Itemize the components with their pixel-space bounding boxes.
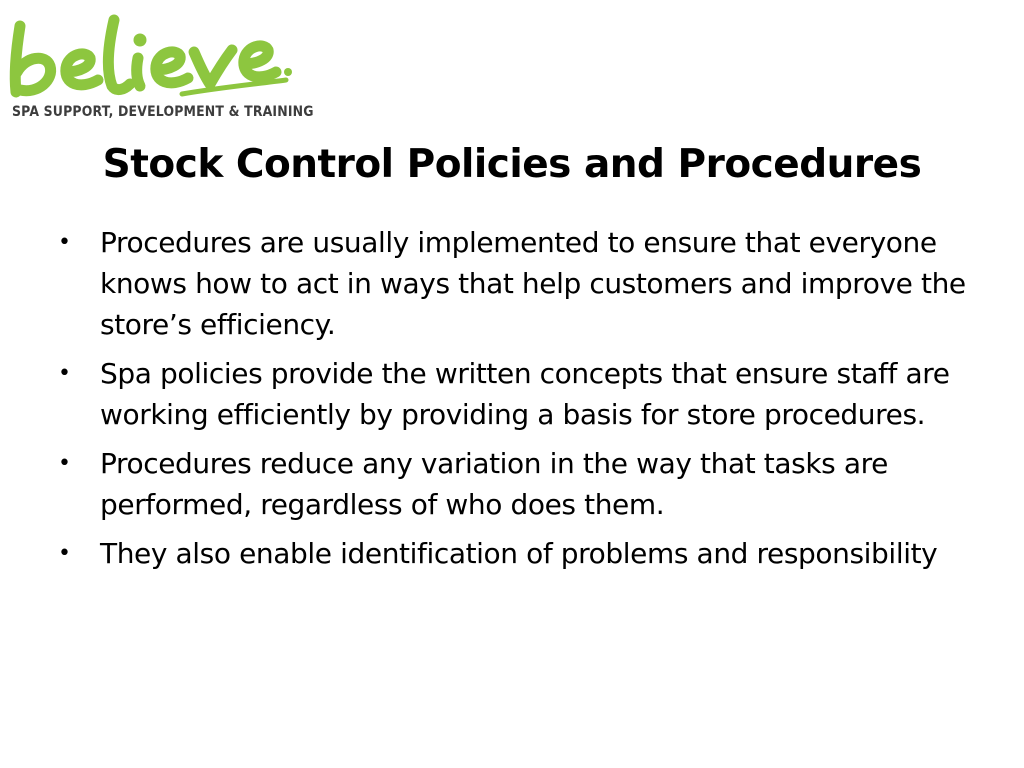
bullet-text: Spa policies provide the written concepts that ensure staff are working efficiently by providing a basis for store procedures.: [100, 357, 950, 431]
bullet-marker: •: [58, 230, 71, 255]
bullet-marker: •: [58, 451, 71, 476]
believe-logo-wordmark: [6, 6, 296, 102]
slide-title: Stock Control Policies and Procedures: [102, 142, 922, 187]
bullet-marker: •: [58, 541, 71, 566]
bullet-marker: •: [58, 361, 71, 386]
bullet-item: [58, 533, 978, 574]
bullet-list: [58, 222, 978, 582]
logo-tagline: SPA SUPPORT, DEVELOPMENT & TRAINING: [12, 104, 314, 120]
bullet-item: [58, 353, 978, 435]
bullet-text: Procedures are usually implemented to ensure that everyone knows how to act in ways that help customers and improve the store’s efficiency.: [100, 226, 966, 341]
bullet-item: [58, 222, 978, 345]
bullet-item: [58, 443, 978, 525]
bullet-text: Procedures reduce any variation in the way that tasks are performed, regardless of who does them.: [100, 447, 888, 521]
believe-logo: [6, 6, 314, 124]
bullet-text: They also enable identification of problems and responsibility: [100, 537, 938, 570]
